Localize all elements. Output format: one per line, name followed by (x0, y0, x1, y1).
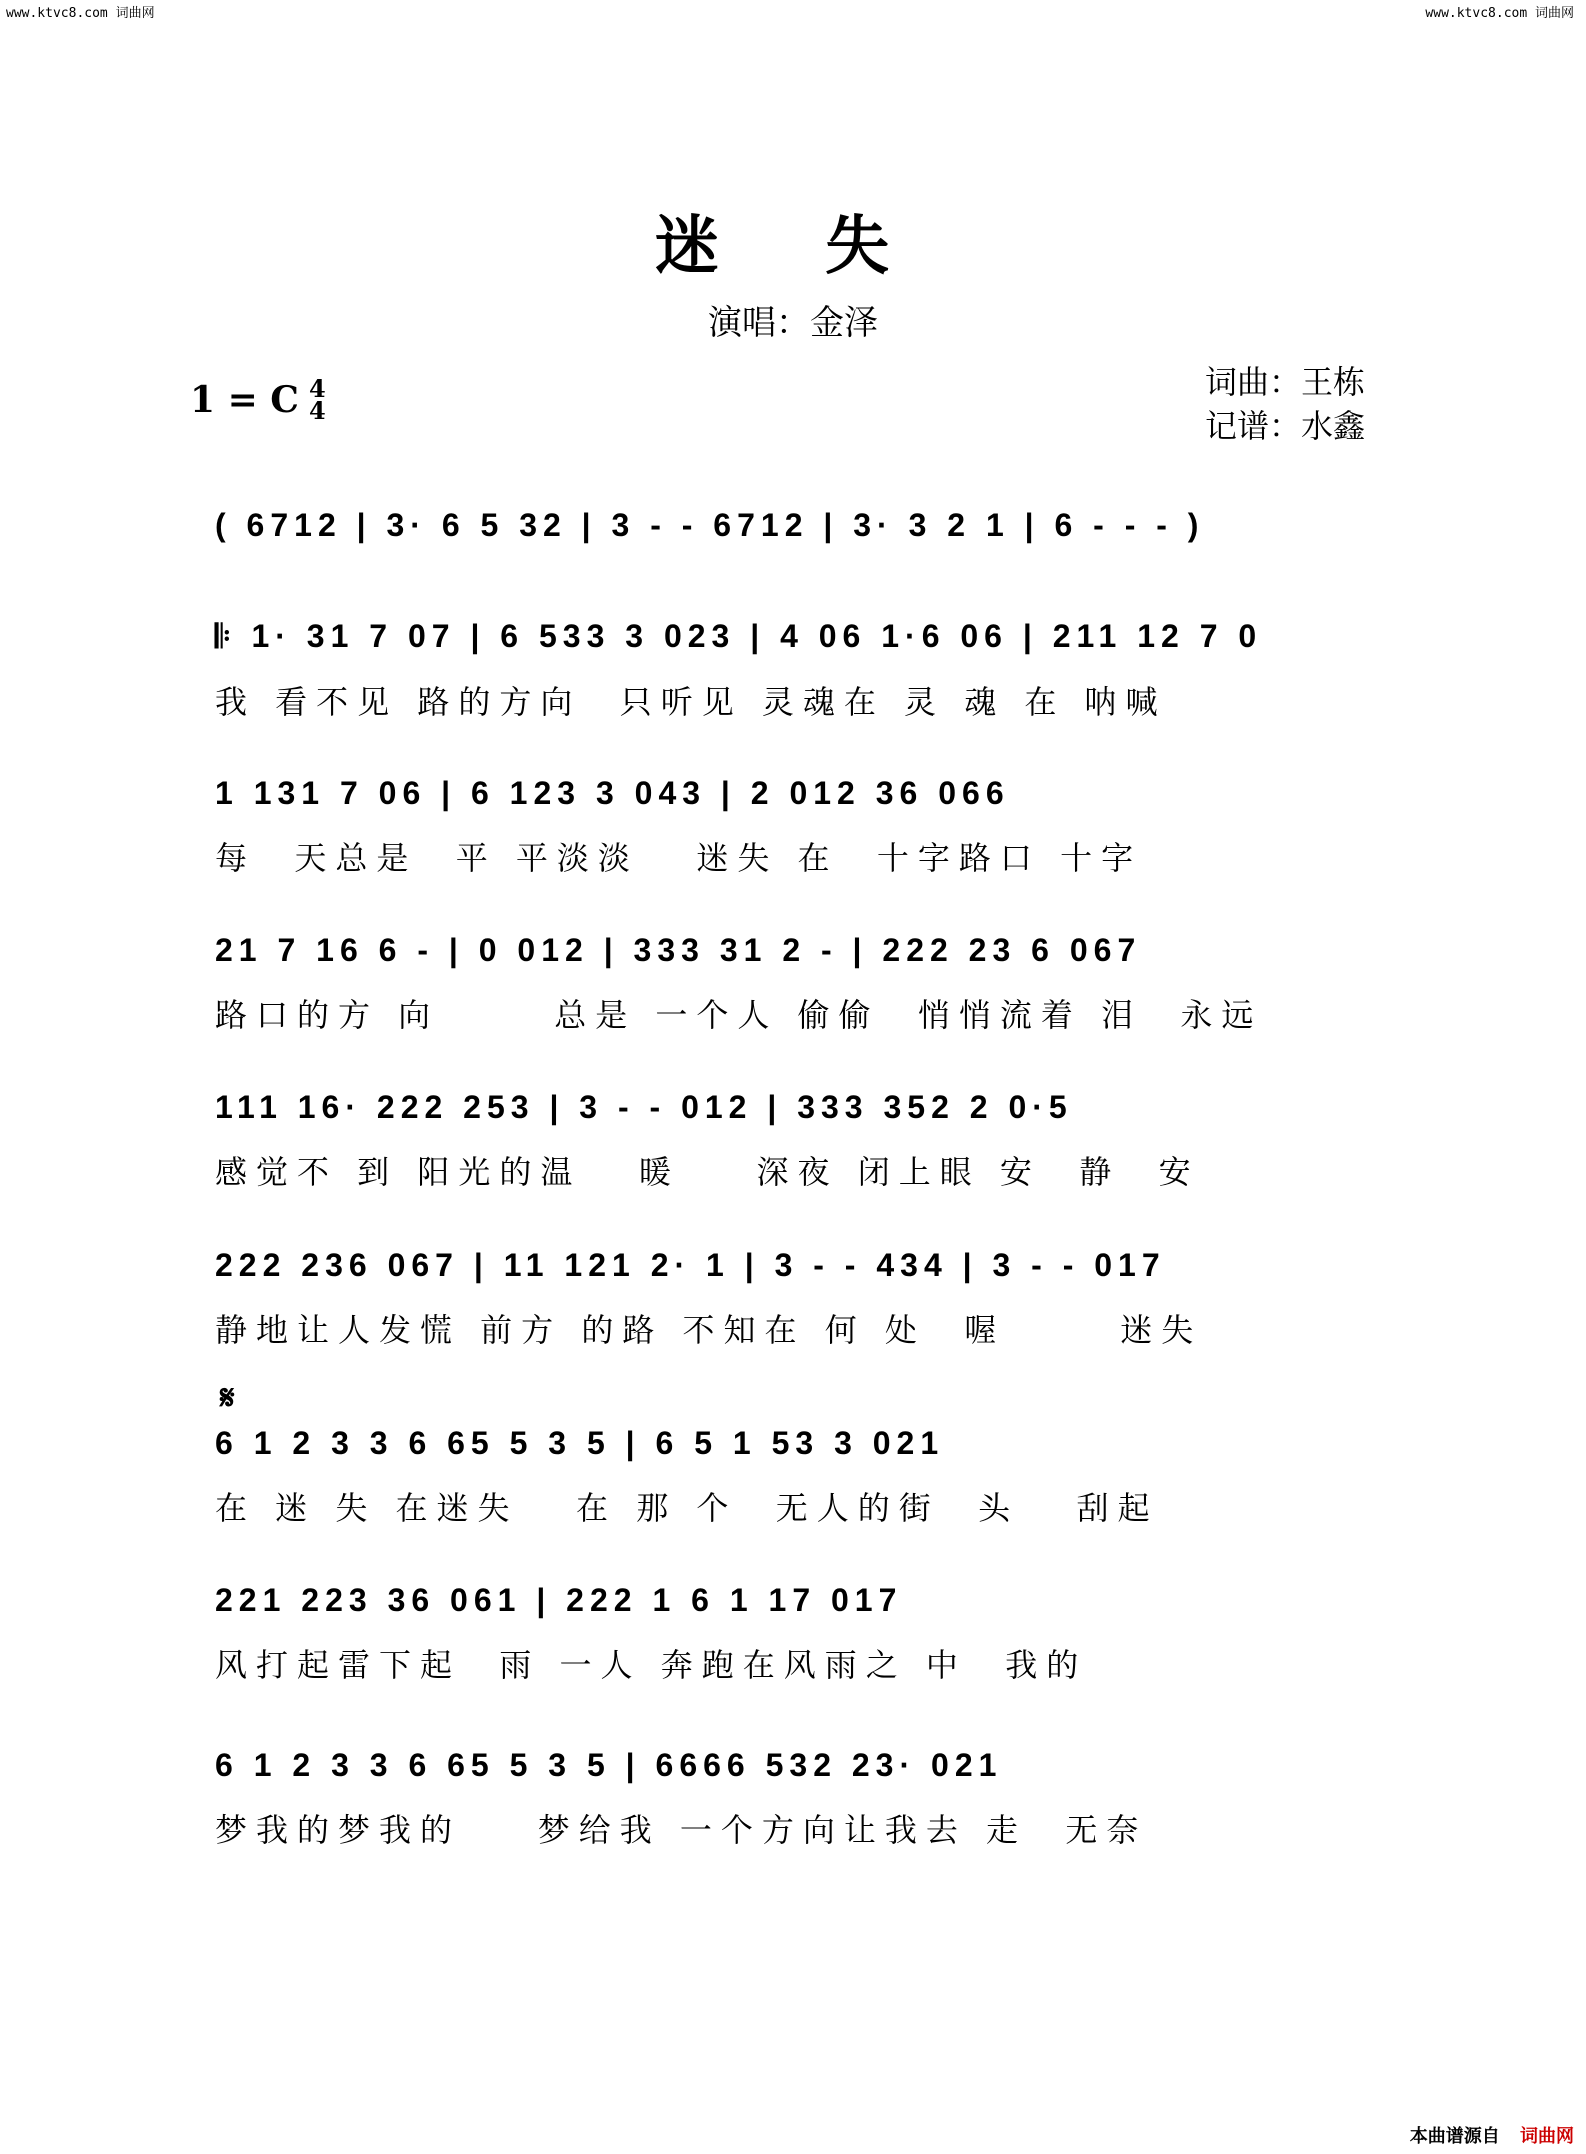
system-2 (215, 607, 1405, 723)
transcriber: 记谱：水鑫 (1205, 407, 1366, 445)
notation-line: 6 1 2 3 3 6 65 5 3 5 | 6666 532 23· 021 (215, 1746, 1003, 1783)
footer-source: 本曲谱源自 (1409, 2126, 1500, 2147)
notation-line: ( 6712 | 3· 6 5 32 | 3 - - 6712 | 3· 3 2 1 | 6 - - - ) (215, 506, 1205, 543)
system-7 (215, 1413, 1405, 1529)
notation-line: 21 7 16 6 - | 0 012 | 333 31 2 - | 222 23 6 067 (215, 931, 1142, 968)
segno-sign: 𝄋 (220, 1378, 235, 1418)
system-5 (215, 1077, 1405, 1193)
lyrics-line: 梦我的梦我的 梦给我 一个方向让我去 走 无奈 (215, 1811, 1148, 1849)
watermark-left: www.ktvc8.com 词曲网 (6, 6, 155, 21)
watermark-right: www.ktvc8.com 词曲网 (1425, 6, 1574, 21)
footer-brand[interactable]: 词曲网 (1520, 2126, 1574, 2147)
lyrics-line: 风打起雷下起 雨 一人 奔跑在风雨之 中 我的 (215, 1646, 1088, 1684)
system-9 (215, 1735, 1405, 1851)
lyricist-composer: 词曲：王栋 (1205, 363, 1366, 401)
key-signature (190, 374, 326, 425)
notation-line: 221 223 36 061 | 222 1 6 1 17 017 (215, 1581, 903, 1618)
credits (1205, 360, 1365, 448)
footer (1410, 2122, 1574, 2148)
singer-line: 演唱：金泽 (708, 303, 878, 343)
lyrics-line: 感觉不 到 阳光的温 暖 深夜 闭上眼 安 静 安 (215, 1153, 1200, 1191)
notation-line: 6 1 2 3 3 6 65 5 3 5 | 6 5 1 53 3 021 (215, 1424, 945, 1461)
time-signature: 4 4 (308, 374, 326, 425)
system-8 (215, 1570, 1405, 1686)
system-1 (215, 495, 1405, 555)
lyrics-line: 路口的方 向 总是 一个人 偷偷 悄悄流着 泪 永远 (215, 996, 1263, 1034)
lyrics-line: 我 看不见 路的方向 只听见 灵魂在 灵 魂 在 呐喊 (215, 683, 1167, 721)
system-4 (215, 920, 1405, 1036)
song-title: 迷 失 (654, 209, 932, 284)
notation-line: 222 236 067 | 11 121 2· 1 | 3 - - 434 | 3 - - 017 (215, 1246, 1166, 1283)
notation-line: 111 16· 222 253 | 3 - - 012 | 333 352 2 0·5 (215, 1088, 1073, 1125)
notation-line: 1 131 7 06 | 6 123 3 043 | 2 012 36 066 (215, 774, 1010, 811)
lyrics-line: 在 迷 失 在迷失 在 那 个 无人的街 头 刮起 (215, 1489, 1159, 1527)
lyrics-line: 每 天总是 平 平淡淡 迷失 在 十字路口 十字 (215, 839, 1143, 877)
system-6 (215, 1235, 1405, 1351)
lyrics-line: 静地让人发慌 前方 的路 不知在 何 处 喔 迷失 (215, 1311, 1203, 1349)
system-3 (215, 763, 1405, 879)
key-label: 1 = C (190, 379, 299, 421)
notation-line: 𝄆 1· 31 7 07 | 6 533 3 023 | 4 06 1·6 06 | 211 12 7 0 (215, 618, 1263, 654)
